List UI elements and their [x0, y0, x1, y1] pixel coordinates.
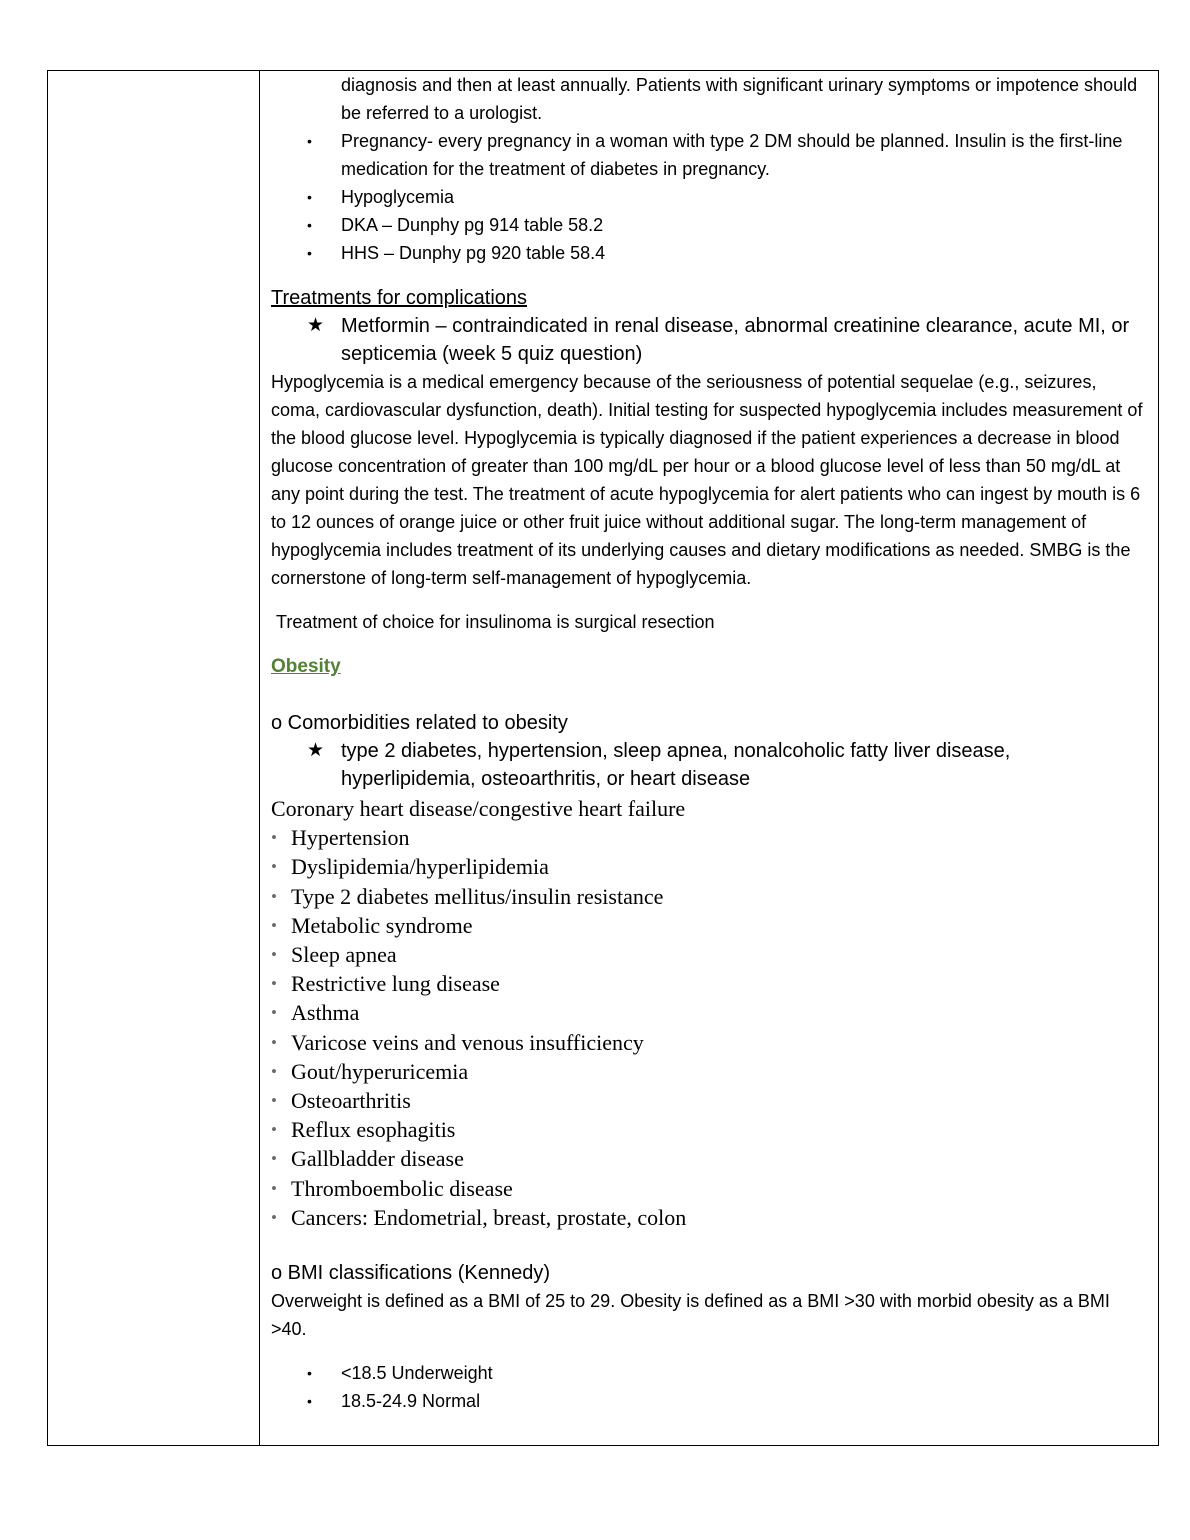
list-item: • Metabolic syndrome: [271, 911, 1148, 940]
coronary-line: Coronary heart disease/congestive heart failure: [271, 796, 686, 821]
bullet-icon: •: [307, 1393, 312, 1410]
obesity-heading: Obesity: [271, 656, 341, 677]
hypoglycemia-paragraph: Hypoglycemia is a medical emergency because of the seriousness of potential sequelae (e.g., seizures, coma, cardiovascular dysfunction, death). Initial testing for suspected hypoglycemia includes measurement of the blood glucose level. Hypoglycemia is typically diagnosed if the patient experiences a decrease in blood glucose concentration of greater than 100 mg/dL per hour or a blood glucose level of less than 50 mg/dL at any point during the test. The treatment of acute hypoglycemia for alert patients who can ingest by mouth is 6 to 12 ounces of orange juice or other fruit juice without additional sugar. The long-term management of hypoglycemia includes treatment of its underlying causes and dietary modifications as needed. SMBG is the cornerstone of long-term self-management of hypoglycemia.: [271, 372, 1143, 588]
comorbidities-heading: o Comorbidities related to obesity: [271, 712, 568, 734]
list-item: • Osteoarthritis: [271, 1086, 1148, 1115]
list-item: • 18.5-24.9 Normal: [271, 1387, 1148, 1415]
list-item: • Varicose veins and venous insufficiency: [271, 1028, 1148, 1057]
comorbidity-list: [271, 823, 1148, 1232]
bmi-paragraph: Overweight is defined as a BMI of 25 to 29. Obesity is defined as a BMI >30 with morbid obesity as a BMI >40.: [271, 1291, 1110, 1340]
top-bullet-list: [271, 127, 1148, 267]
bullet-icon: •: [307, 189, 312, 205]
list-item: • Gallbladder disease: [271, 1144, 1148, 1173]
treatments-star-list: [271, 312, 1148, 368]
list-item: • Sleep apnea: [271, 940, 1148, 969]
list-item: • Hypertension: [271, 823, 1148, 852]
treatments-heading: Treatments for complications: [271, 287, 528, 309]
bullet-icon: •: [307, 245, 312, 261]
list-item: • Hypoglycemia: [271, 183, 1148, 211]
right-column-cell: [260, 71, 1158, 1445]
list-item: ★ Metformin – contraindicated in renal disease, abnormal creatinine clearance, acute MI, or septicemia (week 5 quiz question): [271, 312, 1148, 368]
continuation-list: [271, 71, 1148, 127]
star-icon: ★: [307, 740, 325, 761]
list-item: ★ type 2 diabetes, hypertension, sleep apnea, nonalcoholic fatty liver disease, hyperlipidemia, osteoarthritis, or heart disease: [271, 737, 1148, 793]
bmi-heading: o BMI classifications (Kennedy): [271, 1262, 551, 1285]
bullet-icon: •: [271, 1207, 277, 1227]
list-item: • HHS – Dunphy pg 920 table 58.4: [271, 239, 1148, 267]
list-item: • <18.5 Underweight: [271, 1359, 1148, 1387]
insulinoma-line: Treatment of choice for insulinoma is surgical resection: [276, 612, 715, 632]
bullet-icon: •: [307, 133, 312, 149]
list-item: • Gout/hyperuricemia: [271, 1057, 1148, 1086]
list-item: • Pregnancy- every pregnancy in a woman with type 2 DM should be planned. Insulin is the first-line medication for the treatment of diabetes in pregnancy.: [271, 127, 1148, 183]
bullet-icon: •: [271, 915, 277, 935]
list-item: • DKA – Dunphy pg 914 table 58.2: [271, 211, 1148, 239]
bullet-icon: •: [271, 886, 277, 906]
star-icon: ★: [307, 315, 325, 336]
bullet-icon: •: [307, 217, 312, 233]
bullet-icon: •: [271, 1003, 277, 1023]
list-item: • Cancers: Endometrial, breast, prostate, colon: [271, 1203, 1148, 1232]
bullet-icon: •: [271, 828, 277, 848]
bullet-icon: •: [307, 1365, 312, 1382]
list-item: diagnosis and then at least annually. Patients with significant urinary symptoms or impotence should be referred to a urologist.: [341, 75, 1138, 123]
bullet-icon: •: [271, 945, 277, 965]
list-item: • Type 2 diabetes mellitus/insulin resistance: [271, 882, 1148, 911]
bullet-icon: •: [271, 1091, 277, 1111]
bullet-icon: •: [271, 1061, 277, 1081]
bullet-icon: •: [271, 1032, 277, 1052]
list-item: • Dyslipidemia/hyperlipidemia: [271, 852, 1148, 881]
bullet-icon: •: [271, 1120, 277, 1140]
bullet-icon: •: [271, 857, 277, 877]
bullet-icon: •: [271, 1178, 277, 1198]
bmi-list: [271, 1359, 1148, 1415]
comorbidities-star-list: [271, 737, 1148, 793]
notes-table: [47, 70, 1159, 1446]
list-item: • Reflux esophagitis: [271, 1115, 1148, 1144]
bullet-icon: •: [271, 1149, 277, 1169]
list-item: • Thromboembolic disease: [271, 1174, 1148, 1203]
list-item: • Asthma: [271, 998, 1148, 1027]
list-item: • Restrictive lung disease: [271, 969, 1148, 998]
bullet-icon: •: [271, 974, 277, 994]
left-column-cell: [48, 71, 260, 1445]
